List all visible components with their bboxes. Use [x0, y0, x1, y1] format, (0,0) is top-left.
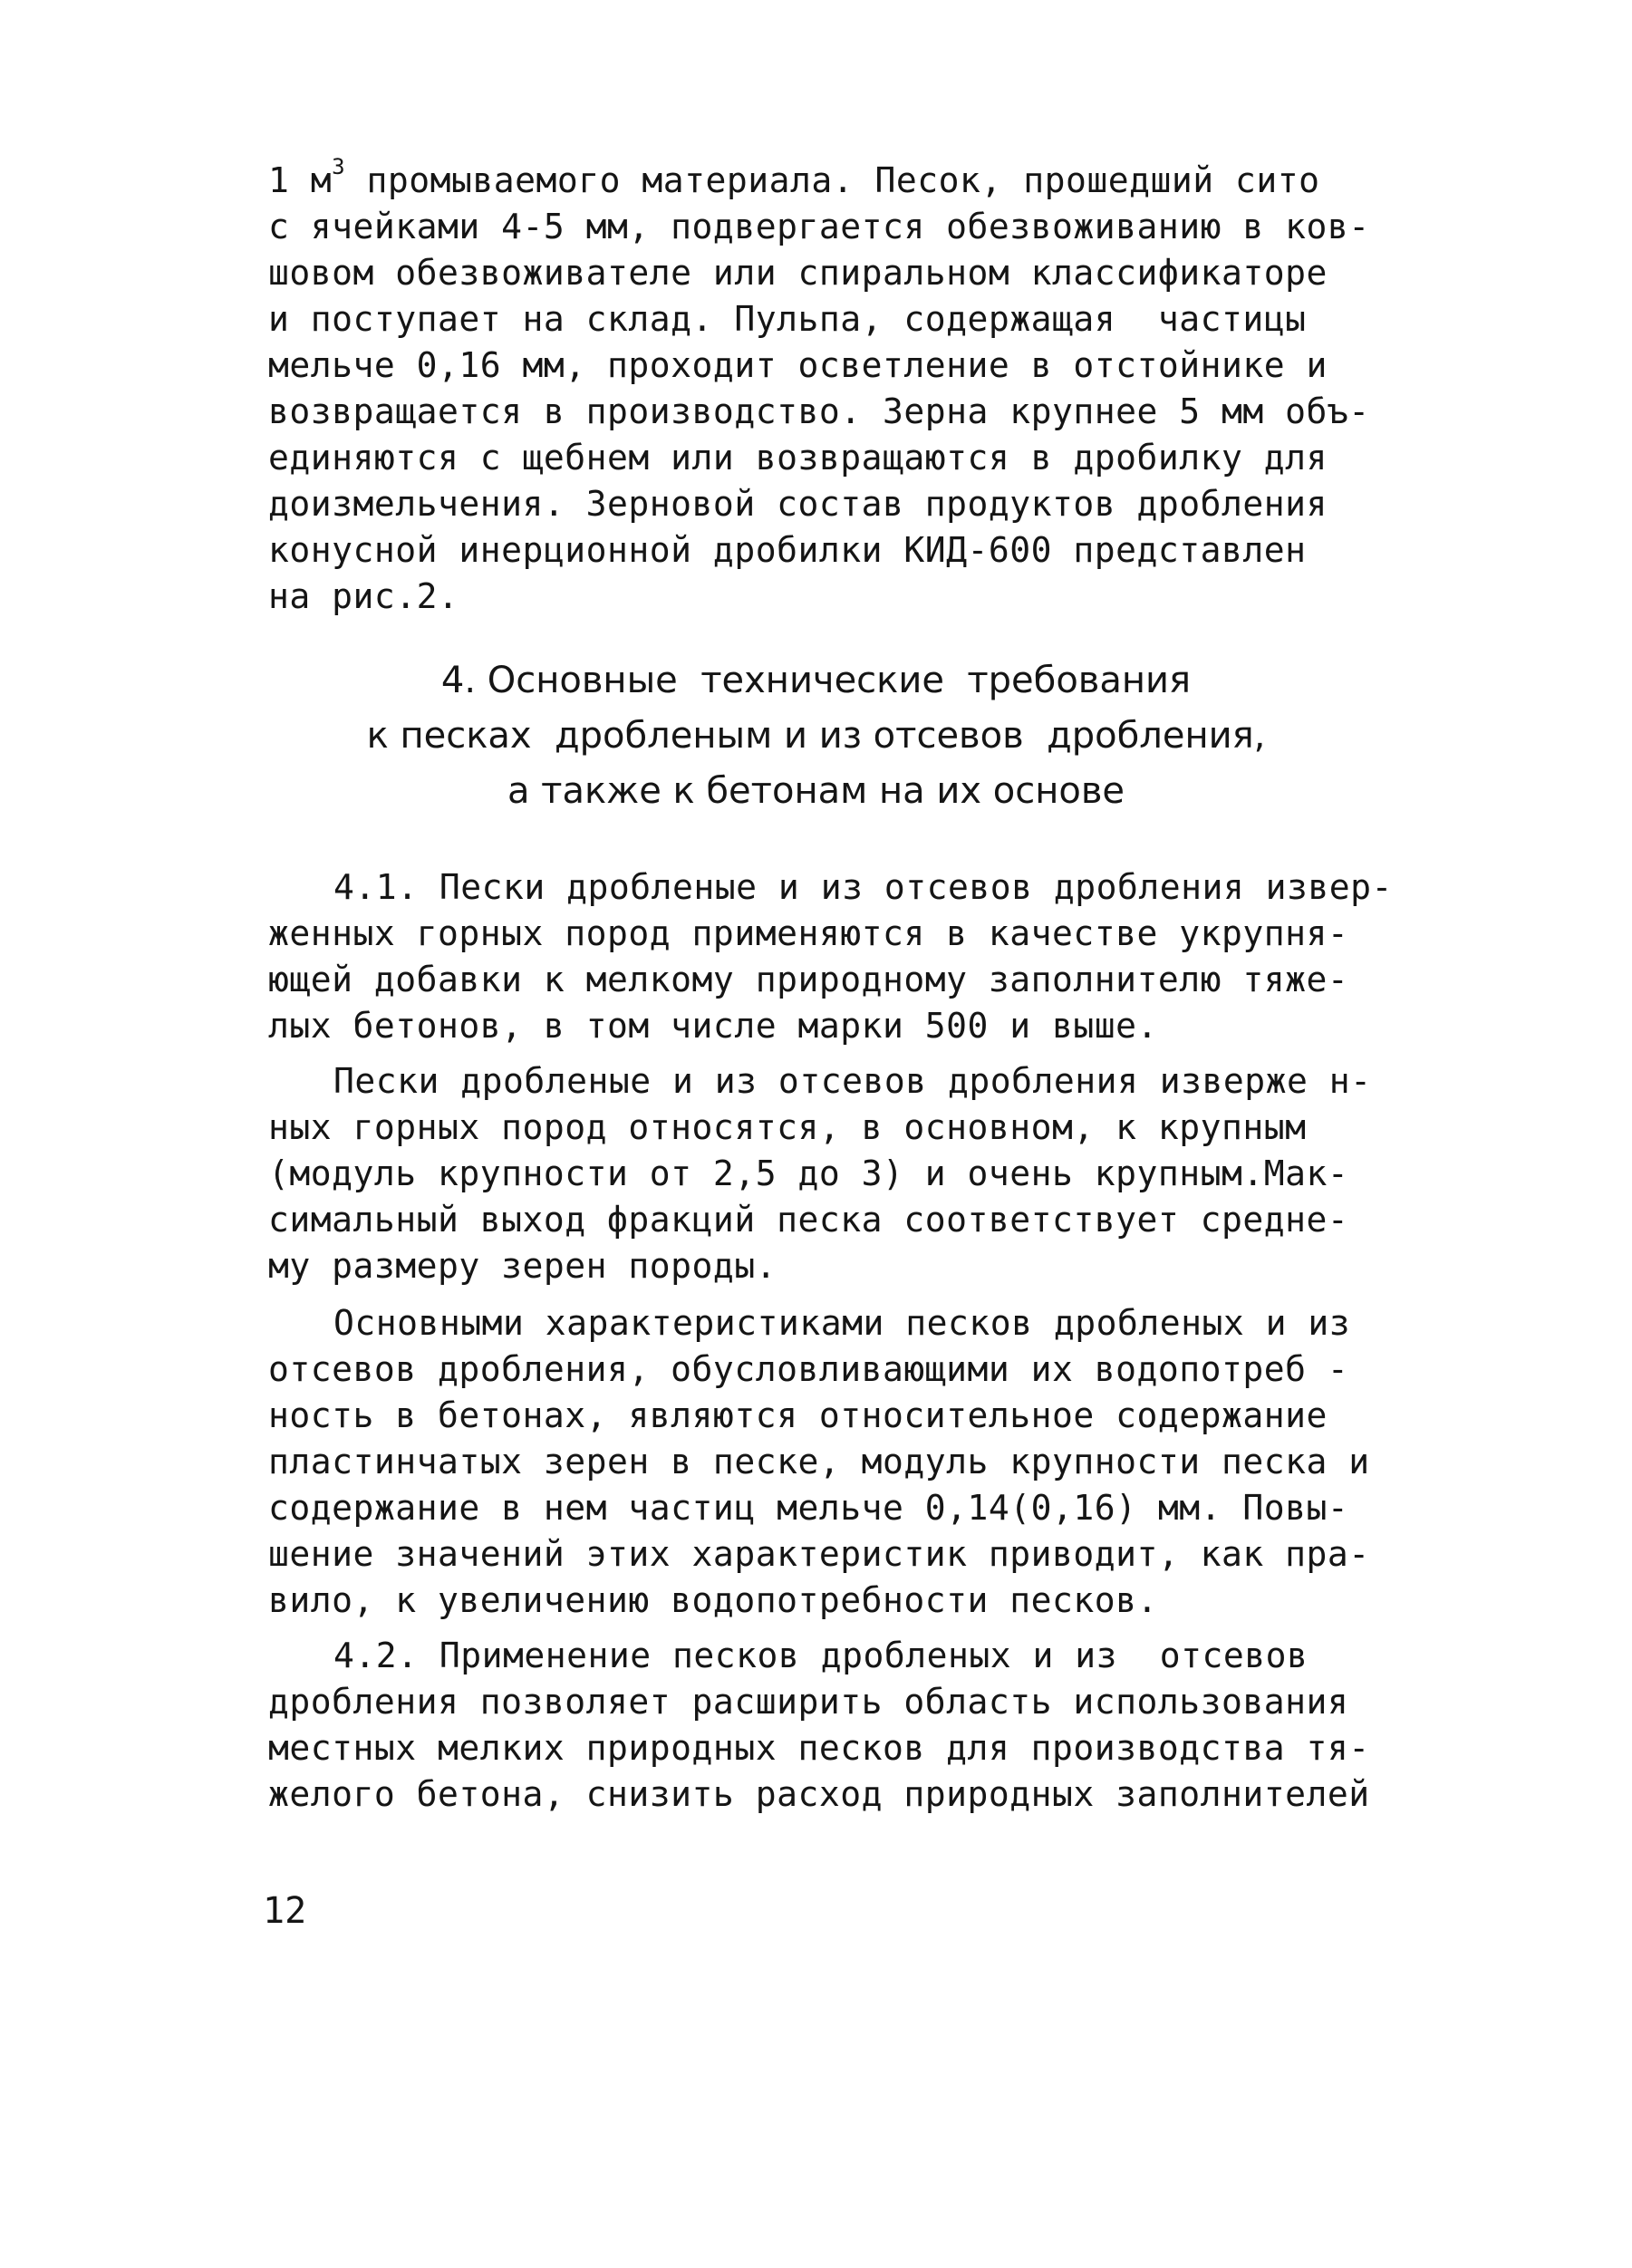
superscript: 3: [332, 154, 346, 179]
text-line: желого бетона, снизить расход природных заполнителей: [268, 1774, 1370, 1814]
text-line: единяются с щебнем или возвращаются в дробилку для: [268, 438, 1328, 478]
text-line: лых бетонов, в том числе марки 500 и выше.: [268, 1006, 1158, 1046]
text-line: возвращается в производство. Зерна крупнее 5 мм объ-: [268, 391, 1370, 431]
text-line: 4.1. Пески дробленые и из отсевов дробления извер-: [333, 867, 1393, 907]
text-line: с ячейками 4-5 мм, подвергается обезвоживанию в ков-: [268, 207, 1370, 246]
text-line: симальный выход фракций песка соответствует средне-: [268, 1200, 1349, 1240]
text-line: доизмельчения. Зерновой состав продуктов дробления: [268, 484, 1328, 524]
text-line: содержание в нем частиц мельче 0,14(0,16) мм. Повы-: [268, 1488, 1349, 1528]
text-line: (модуль крупности от 2,5 до 3) и очень крупным.Мак-: [268, 1153, 1349, 1193]
section-heading-line: а также к бетонам на их основе: [507, 770, 1125, 812]
page-number: 12: [263, 1890, 307, 1932]
section-heading-line: 4. Основные технические требования: [440, 660, 1192, 701]
text-line: Основными характеристиками песков дробленых и из: [333, 1303, 1351, 1343]
text-line: на рис.2.: [268, 576, 459, 616]
text-line: ность в бетонах, являются относительное содержание: [268, 1395, 1328, 1435]
text-line: дробления позволяет расширить область использования: [268, 1682, 1349, 1722]
text-line: пластинчатых зерен в песке, модуль крупности песка и: [268, 1442, 1370, 1481]
text-line: 4.2. Применение песков дробленых и из отсевов: [333, 1636, 1308, 1675]
text-line: отсевов дробления, обусловливающими их водопотреб -: [268, 1349, 1349, 1389]
text-line: ных горных пород относятся, в основном, к крупным: [268, 1107, 1307, 1147]
text-line: конусной инерционной дробилки КИД-600 представлен: [268, 530, 1307, 570]
text-line: [268, 154, 1320, 202]
section-heading-line: к песках дробленым и из отсевов дробления,: [366, 715, 1266, 757]
text-line: шовом обезвоживателе или спиральном классификаторе: [268, 253, 1328, 293]
text-line: шение значений этих характеристик приводит, как пра-: [268, 1534, 1370, 1574]
text-line: и поступает на склад. Пульпа, содержащая частицы: [268, 299, 1307, 339]
text-fragment: 1 м: [268, 160, 333, 200]
text-line: му размеру зерен породы.: [268, 1246, 777, 1286]
text-line: вило, к увеличению водопотребности песков.: [268, 1580, 1158, 1620]
text-line: ющей добавки к мелкому природному заполнителю тяже-: [268, 960, 1349, 999]
text-line: мельче 0,16 мм, проходит осветление в отстойнике и: [268, 345, 1328, 385]
text-line: местных мелких природных песков для производства тя-: [268, 1728, 1370, 1768]
text-fragment: промываемого материала. Песок, прошедший сито: [345, 160, 1320, 200]
text-line: женных горных пород применяются в качестве укрупня-: [268, 913, 1349, 953]
text-line: Пески дробленые и из отсевов дробления изверже н-: [333, 1061, 1372, 1101]
